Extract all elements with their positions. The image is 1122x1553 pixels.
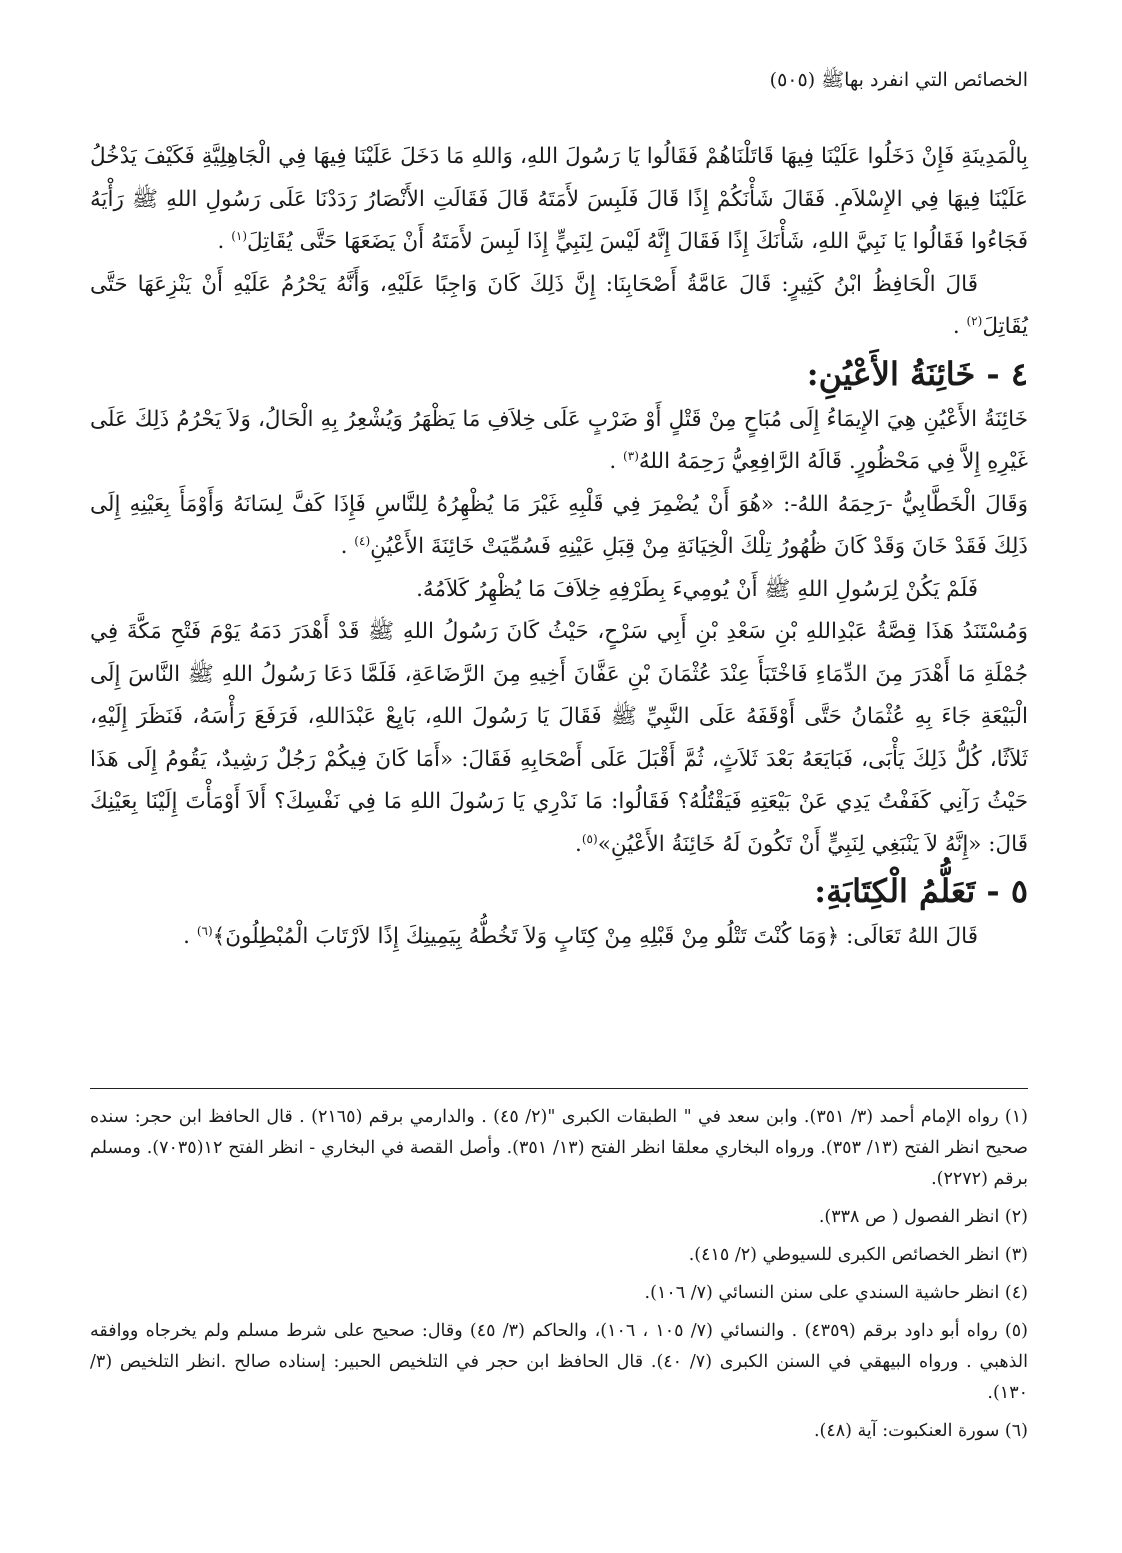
footnote-ref-4: (٤)	[354, 533, 371, 548]
paragraph-2-text: قَالَ الْحَافِظُ ابْنُ كَثِيرٍ: قَالَ عَامَّةُ أَصْحَابِنَا: إِنَّ ذَلِكَ كَانَ وَاجِبًا عَلَيْهِ، وَأَنَّهُ يَحْرُمُ عَلَيْهِ أَنْ يَنْزِعَهَا حَتَّى يُقَاتِلَ	[90, 271, 1028, 339]
main-text	[90, 136, 1028, 959]
paragraph-5: فَلَمْ يَكُنْ لِرَسُولِ اللهِ ﷺ أَنْ يُومِيءَ بِطَرْفِهِ خِلاَفَ مَا يُظْهِرُ كَلاَمُهُ.	[416, 576, 978, 602]
paragraph-4-text: وَقَالَ الْخَطَّابِيُّ -رَحِمَهُ اللهُ-: «هُوَ أَنْ يُضْمِرَ فِي قَلْبِهِ غَيْرَ مَا يُظْهِرُهُ لِلنَّاسِ فَإِذَا كَفَّ لِسَانَهُ وَأَوْمَأَ بِعَيْنِهِ إِلَى ذَلِكَ فَقَدْ خَانَ وَقَدْ كَانَ ظُهُورُ تِلْكَ الْخِيَانَةِ مِنْ قِبَلِ عَيْنِهِ فَسُمِّيَتْ خَائِنَةَ الأَعْيُنِ	[90, 491, 1028, 559]
paragraph-4: وَقَالَ الْخَطَّابِيُّ -رَحِمَهُ اللهُ-: «هُوَ أَنْ يُضْمِرَ فِي قَلْبِهِ غَيْرَ مَا يُظْهِرُهُ لِلنَّاسِ فَإِذَا كَفَّ لِسَانَهُ وَأَوْمَأَ بِعَيْنِهِ إِلَى ذَلِكَ فَقَدْ خَانَ وَقَدْ كَانَ ظُهُورُ تِلْكَ الْخِيَانَةِ مِنْ قِبَلِ عَيْنِهِ فَسُمِّيَتْ خَائِنَةَ الأَعْيُنِ$^{(٤)}$ .	[90, 491, 1028, 559]
footnote-separator	[90, 1088, 1028, 1089]
footnote-5: (٥) رواه أبو داود برقم (٤٣٥٩) . والنسائي (٧/ ١٠٥ ، ١٠٦)، والحاكم (٣/ ٤٥) وقال: صحيح على شرط مسلم ولم يخرجاه ووافقه الذهبي . ورواه البيهقي في السنن الكبرى (٧/ ٤٠). قال الحافظ ابن حجر في التلخيص الحبير: إسناده صالح .انظر التلخيص (٣/ ١٣٠).	[90, 1321, 1029, 1403]
footnote-4: (٤) انظر حاشية السندي على سنن النسائي (٧/ ١٠٦).	[644, 1283, 1028, 1303]
paragraph-6-text: وَمُسْتَنَدُ هَذَا قِصَّةُ عَبْدِاللهِ بْنِ سَعْدِ بْنِ أَبِي سَرْحٍ، حَيْثُ كَانَ رَسُولُ اللهِ ﷺ قَدْ أَهْدَرَ دَمَهُ يَوْمَ فَتْحِ مَكَّةَ فِي جُمْلَةِ مَا أَهْدَرَ مِنَ الدِّمَاءِ فَاخْتَبَأَ عِنْدَ عُثْمَانَ بْنِ عَفَّانَ أَخِيهِ مِنَ الرَّضَاعَةِ، فَلَمَّا دَعَا رَسُولُ اللهِ ﷺ النَّاسَ إِلَى الْبَيْعَةِ جَاءَ بِهِ عُثْمَانُ حَتَّى أَوْقَفَهُ عَلَى النَّبِيِّ ﷺ فَقَالَ يَا رَسُولَ اللهِ، بَايِعْ عَبْدَاللهِ، فَرَفَعَ رَأْسَهُ، فَنَظَرَ إِلَيْهِ، ثَلاَثًا، كُلُّ ذَلِكَ يَأْبَى، فَبَايَعَهُ بَعْدَ ثَلاَثٍ، ثُمَّ أَقْبَلَ عَلَى أَصْحَابِهِ فَقَالَ: «أَمَا كَانَ فِيكُمْ رَجُلٌ رَشِيدٌ، يَقُومُ إِلَى هَذَا حَيْثُ رَآنِي كَفَفْتُ يَدِي عَنْ بَيْعَتِهِ فَيَقْتُلُهُ؟ فَقَالُوا: مَا نَدْرِي يَا رَسُولَ اللهِ مَا فِي نَفْسِكَ؟ أَلاَ أَوْمَأْتَ إِلَيْنَا بِعَيْنِكَ قَالَ: «إِنَّهُ لاَ يَنْبَغِي لِنَبِيٍّ أَنْ تَكُونَ لَهُ خَائِنَةُ الأَعْيُنِ»	[90, 619, 1028, 857]
paragraph-3-text: خَائِنَةُ الأَعْيُنِ هِيَ الإِيمَاءُ إِلَى مُبَاحٍ مِنْ قَتْلٍ أَوْ ضَرْبٍ عَلَى خِلاَفِ مَا يَظْهَرُ وَيُشْعِرُ بِهِ الْحَالُ، وَلاَ يَحْرُمُ ذَلِكَ عَلَى غَيْرِهِ إِلاَّ فِي مَحْظُورٍ. قَالَهُ الرَّافِعِيُّ رَحِمَهُ اللهُ	[90, 406, 1028, 474]
section-heading-5: ٥ - تَعَلُّمُ الْكِتَابَةِ:	[814, 872, 1028, 910]
section-heading-4: ٤ - خَائِنَةُ الأَعْيُنِ:	[806, 354, 1028, 393]
footnote-ref-6: (٦)	[196, 923, 213, 938]
footnote-3: (٣) انظر الخصائص الكبرى للسيوطي (٢/ ٤١٥).	[688, 1245, 1028, 1265]
running-header: الخصائص التي انفرد بهاﷺ (٥٠٥)	[769, 69, 1028, 91]
paragraph-7-text: قَالَ اللهُ تَعَالَى: ﴿وَمَا كُنْتَ تَتْلُو مِنْ قَبْلِهِ مِنْ كِتَابٍ وَلاَ تَخُطُّهُ بِيَمِينِكَ إِذًا لاَرْتَابَ الْمُبْطِلُونَ﴾	[212, 924, 978, 949]
paragraph-6: وَمُسْتَنَدُ هَذَا قِصَّةُ عَبْدِاللهِ بْنِ سَعْدِ بْنِ أَبِي سَرْحٍ، حَيْثُ كَانَ رَسُولُ اللهِ ﷺ قَدْ أَهْدَرَ دَمَهُ يَوْمَ فَتْحِ مَكَّةَ فِي جُمْلَةِ مَا أَهْدَرَ مِنَ الدِّمَاءِ فَاخْتَبَأَ عِنْدَ عُثْمَانَ بْنِ عَفَّانَ أَخِيهِ مِنَ الرَّضَاعَةِ، فَلَمَّا دَعَا رَسُولُ اللهِ ﷺ النَّاسَ إِلَى الْبَيْعَةِ جَاءَ بِهِ عُثْمَانُ حَتَّى أَوْقَفَهُ عَلَى النَّبِيِّ ﷺ فَقَالَ يَا رَسُولَ اللهِ، بَايِعْ عَبْدَاللهِ، فَرَفَعَ رَأْسَهُ، فَنَظَرَ إِلَيْهِ، ثَلاَثًا، كُلُّ ذَلِكَ يَأْبَى، فَبَايَعَهُ بَعْدَ ثَلاَثٍ، ثُمَّ أَقْبَلَ عَلَى أَصْحَابِهِ فَقَالَ: «أَمَا كَانَ فِيكُمْ رَجُلٌ رَشِيدٌ، يَقُومُ إِلَى هَذَا حَيْثُ رَآنِي كَفَفْتُ يَدِي عَنْ بَيْعَتِهِ فَيَقْتُلُهُ؟ فَقَالُوا: مَا نَدْرِي يَا رَسُولَ اللهِ مَا فِي نَفْسِكَ؟ أَلاَ أَوْمَأْتَ إِلَيْنَا بِعَيْنِكَ قَالَ: «إِنَّهُ لاَ يَنْبَغِي لِنَبِيٍّ أَنْ تَكُونَ لَهُ خَائِنَةُ الأَعْيُنِ»$^{(٥)}$.	[90, 619, 1028, 857]
footnote-ref-2: (٢)	[966, 313, 983, 328]
footnote-1: (١) رواه الإمام أحمد (٣/ ٣٥١). وابن سعد في " الطبقات الكبرى "(٢/ ٤٥) . والدارمي برقم (٢١٦٥) . قال الحافظ ابن حجر: سنده صحيح انظر الفتح (١٣/ ٣٥٣). ورواه البخاري معلقا انظر الفتح (١٣/ ٣٥١). وأصل القصة في البخاري - انظر الفتح ١٢(٧٠٣٥). ومسلم برقم (٢٢٧٢).	[90, 1107, 1028, 1189]
paragraph-2: قَالَ الْحَافِظُ ابْنُ كَثِيرٍ: قَالَ عَامَّةُ أَصْحَابِنَا: إِنَّ ذَلِكَ كَانَ وَاجِبًا عَلَيْهِ، وَأَنَّهُ يَحْرُمُ عَلَيْهِ أَنْ يَنْزِعَهَا حَتَّى يُقَاتِلَ$^{(٢)}$ .	[90, 271, 1028, 339]
footnote-ref-3: (٣)	[623, 448, 639, 463]
footnote-ref-5: (٥)	[581, 831, 598, 846]
footnote-6: (٦) سورة العنكبوت: آية (٤٨).	[813, 1421, 1028, 1441]
paragraph-7: قَالَ اللهُ تَعَالَى: ﴿وَمَا كُنْتَ تَتْلُو مِنْ قَبْلِهِ مِنْ كِتَابٍ وَلاَ تَخُطُّهُ بِيَمِينِكَ إِذًا لاَرْتَابَ الْمُبْطِلُونَ﴾$^{(٦)}$ .	[183, 923, 978, 949]
paragraph-3: خَائِنَةُ الأَعْيُنِ هِيَ الإِيمَاءُ إِلَى مُبَاحٍ مِنْ قَتْلٍ أَوْ ضَرْبٍ عَلَى خِلاَفِ مَا يَظْهَرُ وَيُشْعِرُ بِهِ الْحَالُ، وَلاَ يَحْرُمُ ذَلِكَ عَلَى غَيْرِهِ إِلاَّ فِي مَحْظُورٍ. قَالَهُ الرَّافِعِيُّ رَحِمَهُ اللهُ$^{(٣)}$ .	[90, 406, 1028, 474]
paragraph-1: بِالْمَدِينَةِ فَإِنْ دَخَلُوا عَلَيْنَا فِيهَا قَاتَلْنَاهُمْ فَقَالُوا يَا رَسُولَ اللهِ، وَاللهِ مَا دَخَلَ عَلَيْنَا فِيهَا فِي الْجَاهِلِيَّةِ فَكَيْفَ يَدْخُلُ عَلَيْنَا فِيهَا فِي الإِسْلاَمِ. فَقَالَ شَأْنَكُمْ إِذًا قَالَ فَلَبِسَ لأَمَتَهُ قَالَ فَقَالَتِ الأَنْصَارُ رَدَدْنَا عَلَى رَسُولِ اللهِ ﷺ رَأْيَهُ فَجَاءُوا فَقَالُوا يَا نَبِيَّ اللهِ، شَأْنَكَ إِذًا فَقَالَ إِنَّهُ لَيْسَ لِنَبِيٍّ إِذَا لَبِسَ لأَمَتَهُ أَنْ يَضَعَهَا حَتَّى يُقَاتِلَ$^{(١)}$ .	[90, 144, 1028, 254]
footnote-2: (٢) انظر الفصول ( ص ٣٣٨).	[818, 1207, 1028, 1227]
paragraph-1-text: بِالْمَدِينَةِ فَإِنْ دَخَلُوا عَلَيْنَا فِيهَا قَاتَلْنَاهُمْ فَقَالُوا يَا رَسُولَ اللهِ، وَاللهِ مَا دَخَلَ عَلَيْنَا فِيهَا فِي الْجَاهِلِيَّةِ فَكَيْفَ يَدْخُلُ عَلَيْنَا فِيهَا فِي الإِسْلاَمِ. فَقَالَ شَأْنَكُمْ إِذًا قَالَ فَلَبِسَ لأَمَتَهُ قَالَ فَقَالَتِ الأَنْصَارُ رَدَدْنَا عَلَى رَسُولِ اللهِ ﷺ رَأْيَهُ فَجَاءُوا فَقَالُوا يَا نَبِيَّ اللهِ، شَأْنَكَ إِذًا فَقَالَ إِنَّهُ لَيْسَ لِنَبِيٍّ إِذَا لَبِسَ لأَمَتَهُ أَنْ يَضَعَهَا حَتَّى يُقَاتِلَ	[90, 144, 1028, 254]
footnotes	[90, 1102, 1028, 1454]
footnote-ref-1: (١)	[231, 228, 248, 243]
